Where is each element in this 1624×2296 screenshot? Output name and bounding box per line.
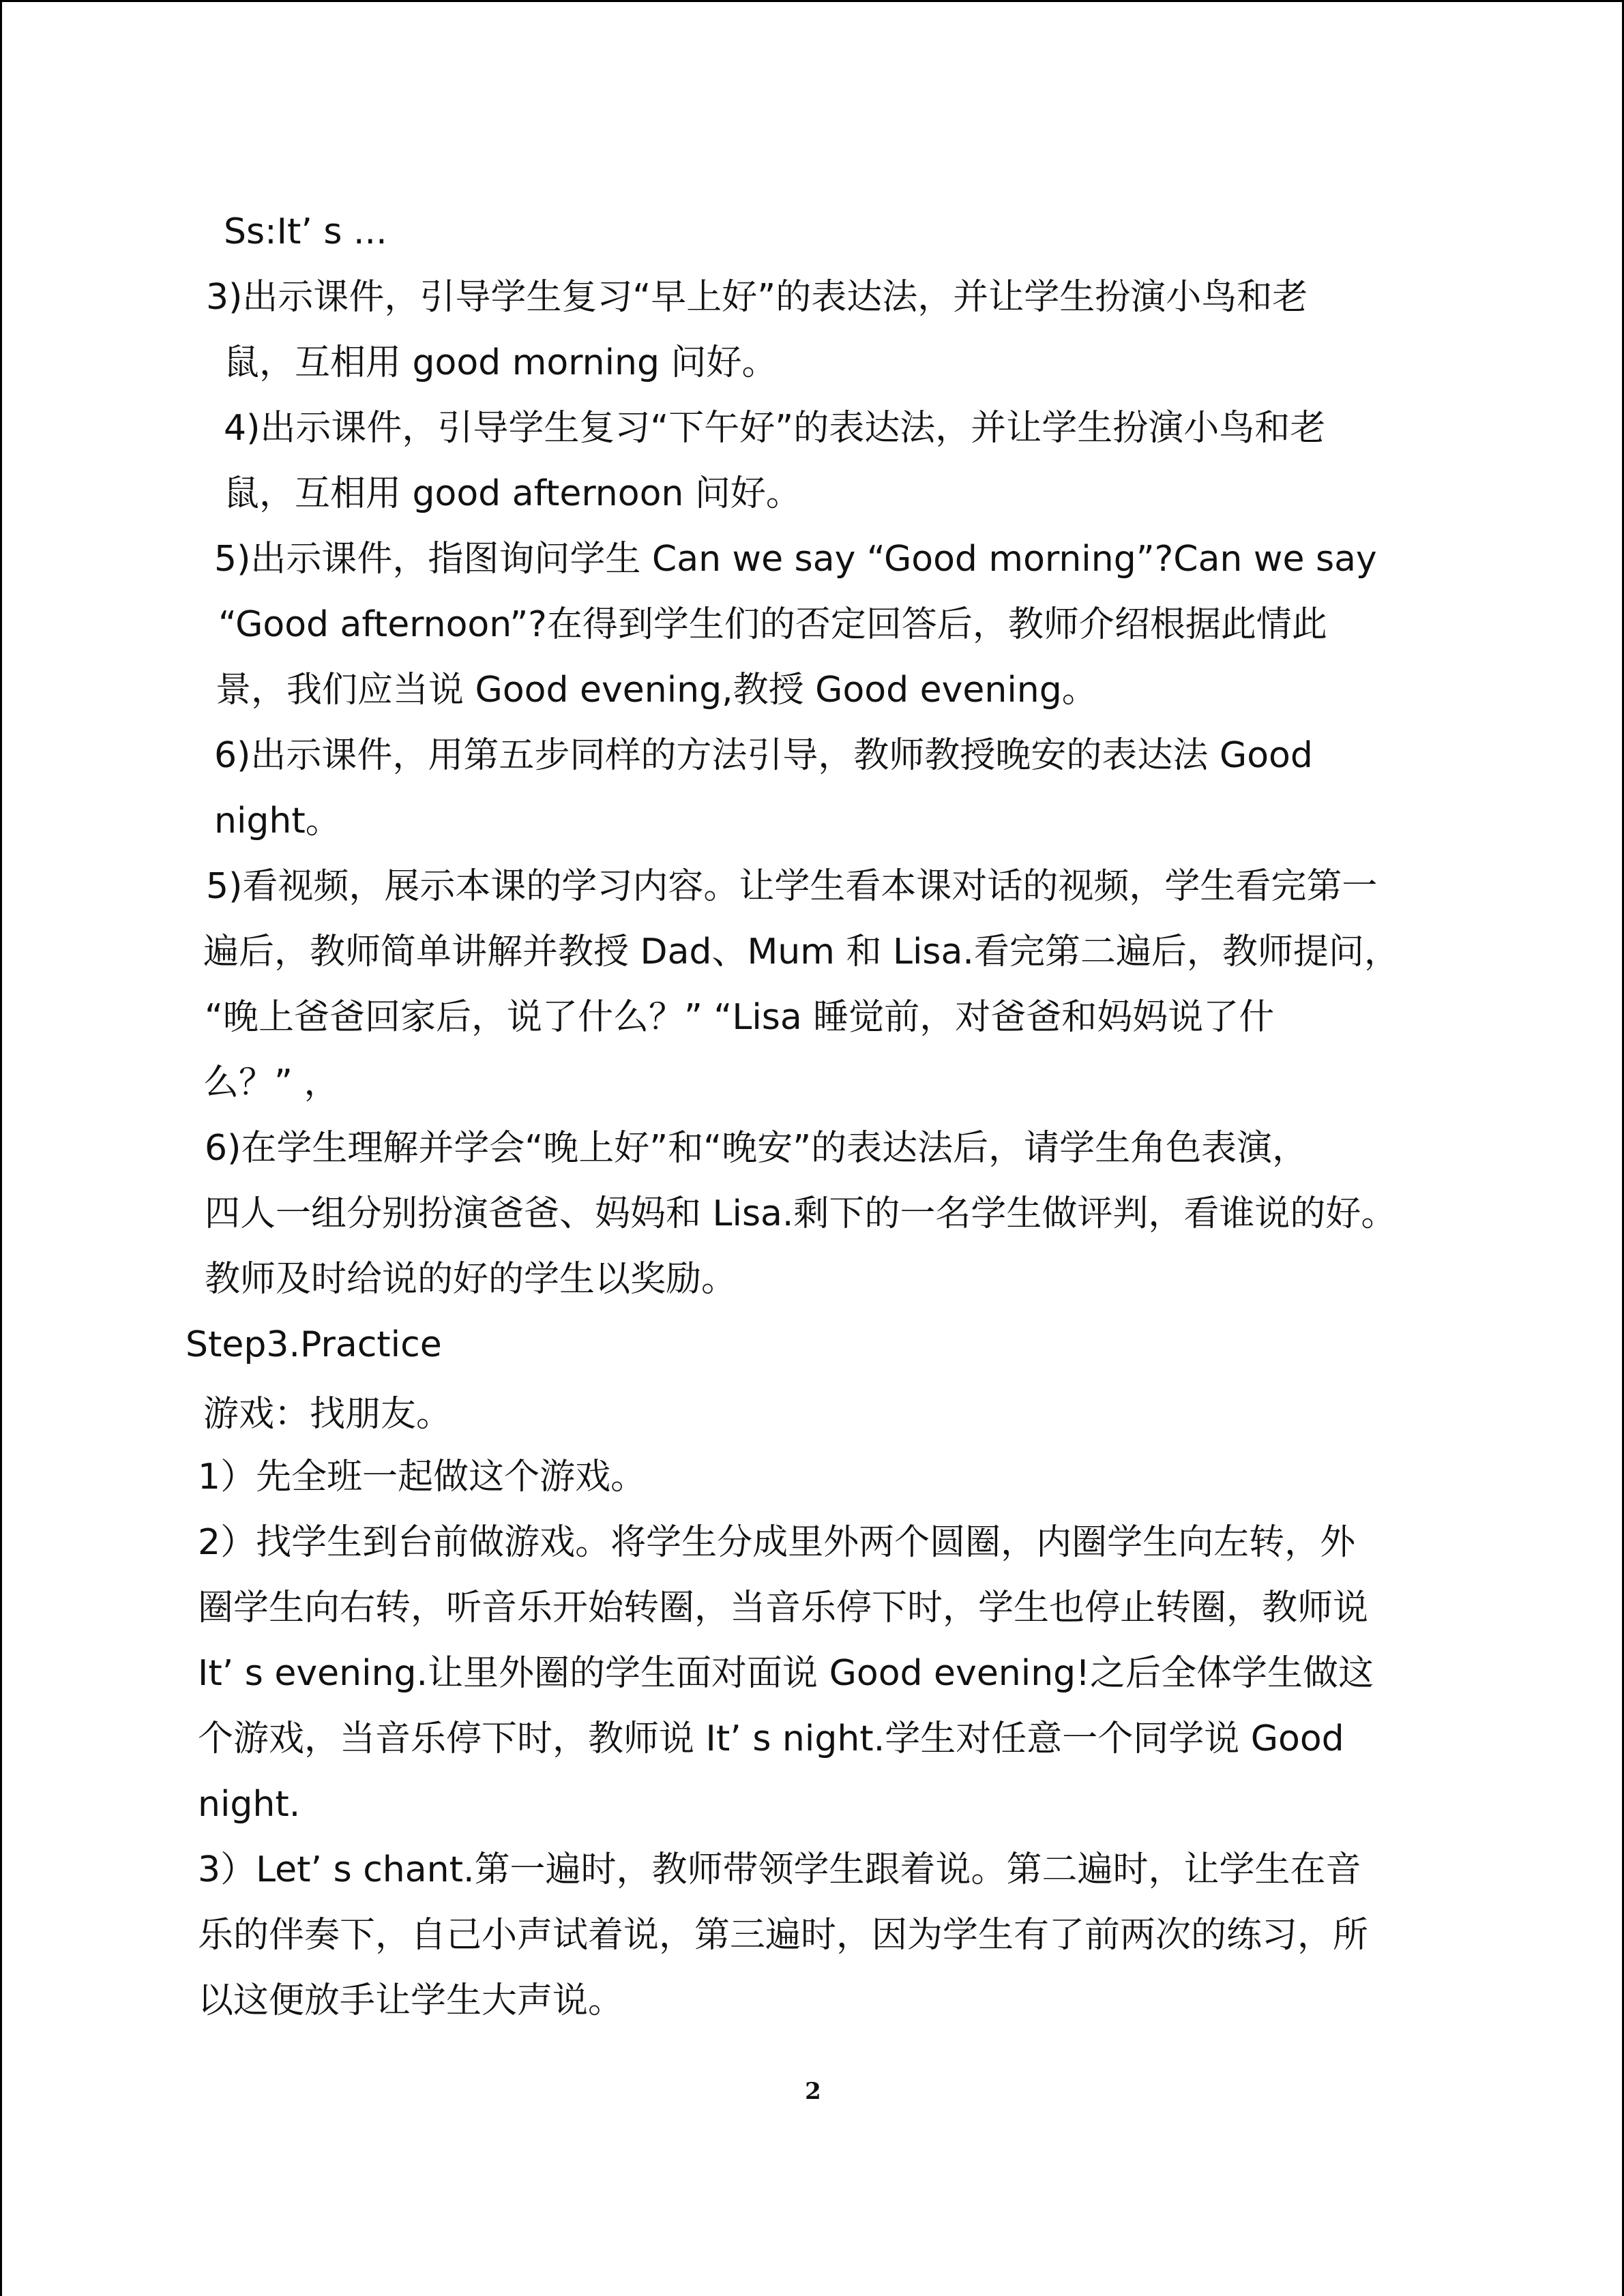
text-line: night. [198,1784,301,1825]
text-line: 以这便放手让学生大声说。 [198,1980,624,2021]
text-line: 四人一组分别扮演爸爸、妈妈和 Lisa.剩下的一名学生做评判，看谁说的好。 [205,1193,1397,1234]
text-line: night。 [214,801,341,841]
text-line: 教师及时给说的好的学生以奖励。 [205,1259,737,1300]
text-line: 5)出示课件，指图询问学生 Can we say “Good morning”?Can we say [214,539,1377,580]
section-heading: Step3.Practice [186,1324,442,1365]
text-line: 个游戏，当音乐停下时，教师说 It’ s night.学生对任意一个同学说 Good [198,1718,1344,1759]
text-line: 游戏：找朋友。 [203,1394,452,1435]
text-line: 3)出示课件，引导学生复习“早上好”的表达法，并让学生扮演小鸟和老 [206,277,1308,318]
text-line: 遍后，教师简单讲解并教授 Dad、Mum 和 Lisa.看完第二遍后，教师提问， [203,931,1400,972]
text-line: 鼠，互相用 good morning 问好。 [224,342,778,383]
text-line: “Good afternoon”?在得到学生们的否定回答后，教师介绍根据此情此 [218,604,1327,645]
page-number: 2 [805,2078,821,2105]
text-line: 4)出示课件，引导学生复习“下午好”的表达法，并让学生扮演小鸟和老 [224,408,1326,449]
text-line: 6)在学生理解并学会“晚上好”和“晚安”的表达法后，请学生角色表演， [205,1128,1308,1169]
text-line: “晚上爸爸回家后，说了什么？” “Lisa 睡觉前，对爸爸和妈妈说了什 [205,997,1275,1038]
text-line: 6)出示课件，用第五步同样的方法引导，教师教授晚安的表达法 Good [214,735,1313,776]
text-line: 2）找学生到台前做游戏。将学生分成里外两个圆圈，内圈学生向左转，外 [198,1522,1356,1563]
text-line: 么？” ， [203,1062,340,1103]
text-line: It’ s evening.让里外圈的学生面对面说 Good evening!之后全体学生做这 [198,1653,1374,1694]
text-line: Ss:It’ s ... [224,211,387,252]
text-line: 乐的伴奏下，自己小声试着说，第三遍时，因为学生有了前两次的练习，所 [198,1915,1369,1956]
text-line: 景，我们应当说 Good evening,教授 Good evening。 [216,670,1097,711]
text-line: 5)看视频，展示本课的学习内容。让学生看本课对话的视频，学生看完第一 [206,866,1378,907]
text-line: 3）Let’ s chant.第一遍时，教师带领学生跟着说。第二遍时，让学生在音 [198,1849,1361,1890]
text-line: 鼠，互相用 good afternoon 问好。 [224,473,801,514]
text-line: 1）先全班一起做这个游戏。 [198,1457,647,1497]
text-line: 圈学生向右转，听音乐开始转圈，当音乐停下时，学生也停止转圈，教师说 [198,1587,1369,1628]
